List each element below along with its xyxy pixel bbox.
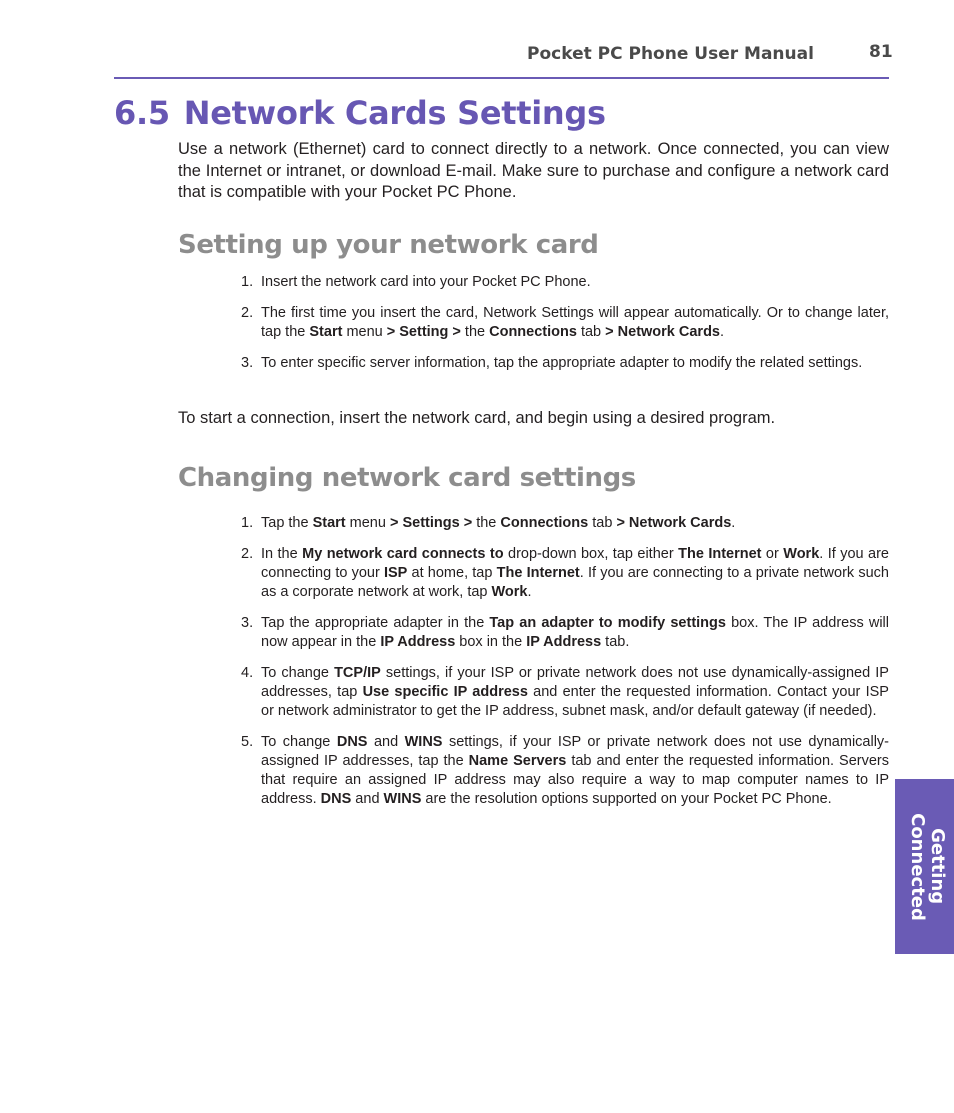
- step-text: drop-down box, tap either: [503, 546, 679, 562]
- step-text: tab: [576, 324, 606, 340]
- step-bold-term: Work: [491, 584, 528, 600]
- manual-title: Pocket PC Phone User Manual: [527, 44, 814, 64]
- step-text: Insert the network card into your Pocket PC Phone.: [261, 274, 591, 290]
- step-bold-term: Use specific IP address: [362, 684, 528, 700]
- list-item: [241, 545, 889, 602]
- step-bold-term: WINS: [383, 791, 422, 807]
- connection-note: To start a connection, insert the network card, and begin using a desired program.: [178, 409, 776, 427]
- list-item: [241, 514, 889, 533]
- step-text: . If you are connecting to your: [261, 546, 889, 581]
- step-number: 2.: [241, 305, 254, 321]
- step-text: .: [527, 584, 532, 600]
- step-text: settings, if your ISP or private network does not use dynamically-assigned IP addresses, tap: [261, 665, 889, 700]
- step-bold-term: Connections: [500, 515, 589, 531]
- list-item: [241, 614, 889, 652]
- step-bold-term: IP Address: [380, 634, 456, 650]
- step-number: 3.: [241, 615, 254, 631]
- setup-heading: Setting up your network card: [178, 230, 599, 260]
- step-bold-term: Connections: [489, 324, 577, 340]
- list-item: [241, 273, 889, 292]
- step-bold-term: DNS: [336, 734, 368, 750]
- step-number: 2.: [241, 546, 254, 562]
- step-text: . If you are connecting to a private network such as a corporate network at work, tap: [261, 565, 889, 600]
- step-bold-term: The Internet: [496, 565, 580, 581]
- step-text: .: [720, 324, 725, 340]
- step-bold-term: Tap an adapter to modify settings: [489, 615, 726, 631]
- step-text: menu: [345, 515, 390, 531]
- intro-paragraph: Use a network (Ethernet) card to connect directly to a network. Once connected, you can view the Internet or intranet, or download E-mail. Make sure to purchase and configure a network card that is compatible with your Pocket PC Phone.: [178, 140, 889, 201]
- section-title-text: Network Cards Settings: [183, 94, 606, 132]
- chapter-side-tab: [895, 779, 954, 954]
- step-text: the: [472, 515, 501, 531]
- section-number: 6.5: [114, 94, 170, 132]
- section-title: [114, 94, 606, 132]
- step-bold-term: > Network Cards: [605, 324, 720, 340]
- step-text: In the: [261, 546, 303, 562]
- step-text: settings, if your ISP or private network does not use dynamically-assigned IP addresses, tap the: [261, 734, 890, 769]
- step-bold-term: Start: [312, 515, 346, 531]
- step-text: and enter the requested information. Contact your ISP or network administrator to get the IP address, subnet mask, and/or default gateway (if needed).: [261, 684, 889, 719]
- chapter-tab-label: Getting Connected: [907, 812, 948, 921]
- step-number: 1.: [241, 274, 254, 290]
- step-text: at home, tap: [407, 565, 497, 581]
- step-text: and: [367, 734, 405, 750]
- step-bold-term: > Setting >: [386, 324, 461, 340]
- list-item: [241, 664, 889, 721]
- step-text: tab: [588, 515, 617, 531]
- step-bold-term: TCP/IP: [334, 665, 381, 681]
- step-number: 3.: [241, 355, 254, 371]
- step-bold-term: ISP: [383, 565, 408, 581]
- step-bold-term: DNS: [320, 791, 352, 807]
- step-text: are the resolution options supported on your Pocket PC Phone.: [421, 791, 832, 807]
- step-bold-term: IP Address: [526, 634, 602, 650]
- step-text: or: [761, 546, 784, 562]
- step-text: box in the: [455, 634, 527, 650]
- step-text: The first time you insert the card, Network Settings will appear automatically. Or to change later, tap the: [261, 305, 889, 340]
- step-bold-term: Work: [783, 546, 820, 562]
- step-text: To change: [261, 665, 335, 681]
- step-bold-term: > Settings >: [389, 515, 473, 531]
- page-number: 81: [869, 42, 893, 62]
- step-text: tab and enter the requested information. Servers that require an assigned IP address may also require a way to map computer names to IP address.: [261, 753, 889, 807]
- step-text: the: [460, 324, 490, 340]
- step-text: Tap the: [261, 515, 313, 531]
- list-item: [241, 304, 889, 342]
- step-bold-term: WINS: [404, 734, 443, 750]
- changing-steps: [241, 514, 889, 809]
- step-text: box. The IP address will now appear in the: [261, 615, 890, 650]
- step-bold-term: Start: [309, 324, 343, 340]
- list-item: [241, 354, 889, 373]
- list-item: [241, 733, 889, 809]
- step-text: To change: [261, 734, 337, 750]
- step-text: and: [351, 791, 384, 807]
- setup-steps: [241, 273, 889, 373]
- step-bold-term: > Network Cards: [616, 515, 732, 531]
- step-text: .: [731, 515, 736, 531]
- step-text: To enter specific server information, tap the appropriate adapter to modify the related settings.: [261, 355, 863, 371]
- step-text: tab.: [601, 634, 630, 650]
- step-text: menu: [342, 324, 387, 340]
- step-number: 1.: [241, 515, 254, 531]
- step-bold-term: The Internet: [678, 546, 762, 562]
- step-bold-term: Name Servers: [468, 753, 567, 769]
- step-number: 5.: [241, 734, 254, 750]
- changing-heading: Changing network card settings: [178, 463, 636, 493]
- step-number: 4.: [241, 665, 254, 681]
- step-text: Tap the appropriate adapter in the: [261, 615, 490, 631]
- step-bold-term: My network card connects to: [302, 546, 504, 562]
- header-divider: [114, 77, 889, 79]
